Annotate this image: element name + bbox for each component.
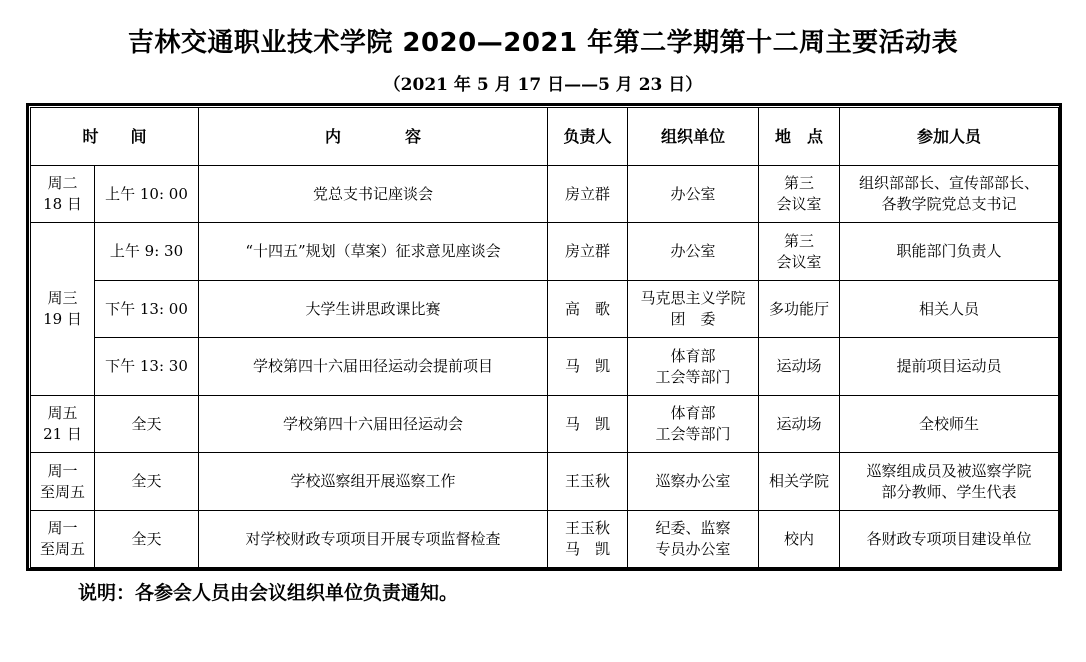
owner-cell: 王玉秋 [548, 453, 628, 511]
participants-cell: 职能部门负责人 [840, 223, 1059, 281]
owner-cell: 高 歌 [548, 281, 628, 338]
header-place: 地 点 [759, 108, 840, 166]
participants-cell: 巡察组成员及被巡察学院 部分教师、学生代表 [840, 453, 1059, 511]
time-cell: 上午 10: 00 [95, 166, 199, 223]
content-cell: 学校第四十六届田径运动会提前项目 [199, 338, 548, 396]
header-row [31, 108, 1059, 166]
content-cell: 大学生讲思政课比赛 [199, 281, 548, 338]
day-cell: 周三 19 日 [31, 223, 95, 396]
place-cell: 校内 [759, 511, 840, 568]
org-cell: 纪委、监察 专员办公室 [628, 511, 759, 568]
place-cell: 多功能厅 [759, 281, 840, 338]
date-range: （2021 年 5 月 17 日——5 月 23 日） [383, 75, 703, 95]
day-cell: 周五 21 日 [31, 396, 95, 453]
table-row [31, 396, 1059, 453]
org-cell: 巡察办公室 [628, 453, 759, 511]
owner-cell: 马 凯 [548, 396, 628, 453]
table-row [31, 166, 1059, 223]
time-cell: 下午 13: 00 [95, 281, 199, 338]
table-row [31, 338, 1059, 396]
content-cell: 党总支书记座谈会 [199, 166, 548, 223]
place-cell: 第三 会议室 [759, 166, 840, 223]
header-content: 内 容 [199, 108, 548, 166]
header-time: 时 间 [31, 108, 199, 166]
owner-cell: 房立群 [548, 223, 628, 281]
content-cell: 对学校财政专项项目开展专项监督检查 [199, 511, 548, 568]
header-owner: 负责人 [548, 108, 628, 166]
participants-cell: 全校师生 [840, 396, 1059, 453]
footnote: 说明：各参会人员由会议组织单位负责通知。 [78, 582, 459, 604]
place-cell: 相关学院 [759, 453, 840, 511]
day-cell: 周一 至周五 [31, 511, 95, 568]
day-cell: 周一 至周五 [31, 453, 95, 511]
org-cell: 办公室 [628, 166, 759, 223]
content-cell: “十四五”规划（草案）征求意见座谈会 [199, 223, 548, 281]
table-row [31, 223, 1059, 281]
org-cell: 办公室 [628, 223, 759, 281]
org-cell: 马克思主义学院 团 委 [628, 281, 759, 338]
participants-cell: 提前项目运动员 [840, 338, 1059, 396]
place-cell: 运动场 [759, 338, 840, 396]
table-row [31, 453, 1059, 511]
place-cell: 第三 会议室 [759, 223, 840, 281]
table-row [31, 511, 1059, 568]
table-row [31, 281, 1059, 338]
participants-cell: 相关人员 [840, 281, 1059, 338]
header-participants: 参加人员 [840, 108, 1059, 166]
schedule-table [30, 107, 1059, 568]
owner-cell: 王玉秋 马 凯 [548, 511, 628, 568]
header-org: 组织单位 [628, 108, 759, 166]
place-cell: 运动场 [759, 396, 840, 453]
owner-cell: 房立群 [548, 166, 628, 223]
content-cell: 学校第四十六届田径运动会 [199, 396, 548, 453]
time-cell: 上午 9: 30 [95, 223, 199, 281]
time-cell: 全天 [95, 511, 199, 568]
time-cell: 下午 13: 30 [95, 338, 199, 396]
org-cell: 体育部 工会等部门 [628, 396, 759, 453]
org-cell: 体育部 工会等部门 [628, 338, 759, 396]
content-cell: 学校巡察组开展巡察工作 [199, 453, 548, 511]
participants-cell: 组织部部长、宣传部部长、 各教学院党总支书记 [840, 166, 1059, 223]
owner-cell: 马 凯 [548, 338, 628, 396]
page-title: 吉林交通职业技术学院 2020—2021 年第二学期第十二周主要活动表 [127, 28, 959, 58]
day-cell: 周二 18 日 [31, 166, 95, 223]
time-cell: 全天 [95, 453, 199, 511]
time-cell: 全天 [95, 396, 199, 453]
participants-cell: 各财政专项项目建设单位 [840, 511, 1059, 568]
